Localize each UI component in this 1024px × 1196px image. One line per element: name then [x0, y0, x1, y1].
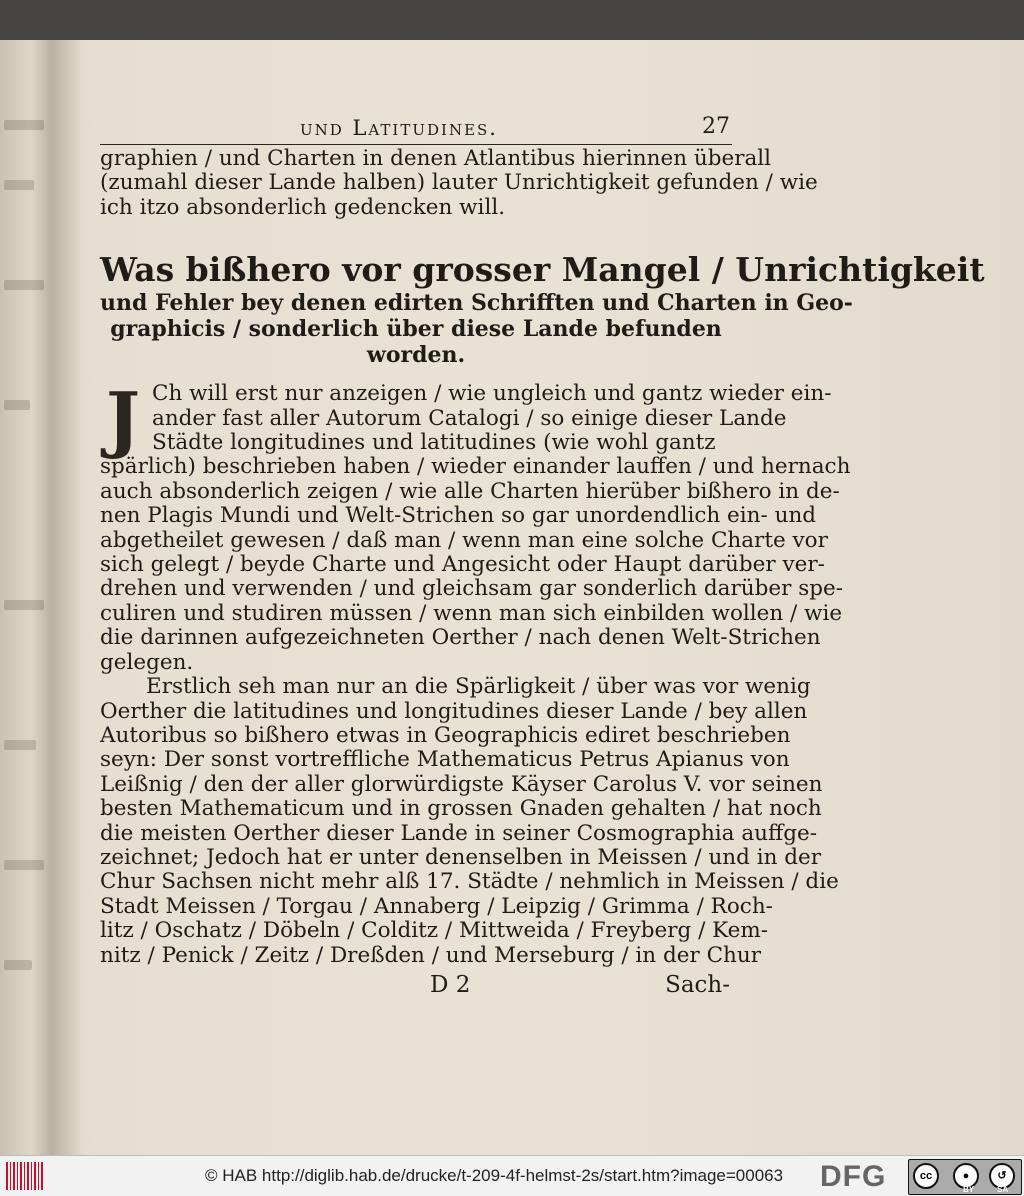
- cc-icon: cc: [913, 1163, 939, 1189]
- running-head-title: und Latitudines.: [300, 116, 498, 140]
- running-head: [100, 110, 732, 145]
- signature-mark: D 2: [430, 971, 471, 998]
- text-line: ich itzo absonderlich gedencken will.: [100, 194, 506, 220]
- text-line: zeichnet; Jedoch hat er unter denenselben in Meissen / und in der: [100, 844, 822, 870]
- text-line: auch absonderlich zeigen / wie alle Charten hierüber bißhero in de-: [100, 478, 840, 504]
- text-line: Ch will erst nur anzeigen / wie ungleich und gantz wieder ein-: [152, 381, 832, 407]
- catchword: Sach-: [665, 971, 730, 998]
- heading-line: und Fehler bey denen edirten Schrifften und Charten in Geo-: [100, 290, 853, 317]
- cc-license-badge[interactable]: [908, 1159, 1022, 1195]
- text-line: culiren und studiren müssen / wenn man sich einbilden wollen / wie: [100, 600, 843, 626]
- text-line: (zumahl dieser Lande halben) lauter Unrichtigkeit gefunden / wie: [100, 170, 818, 196]
- share-alike-icon: ↺: [989, 1163, 1015, 1189]
- license-sa-label: SA: [997, 1185, 1009, 1194]
- text-line: nitz / Penick / Zeitz / Dreßden / und Merseburg / in der Chur: [100, 942, 761, 968]
- section-heading: [100, 250, 985, 369]
- heading-line: Was bißhero vor grosser Mangel / Unrichtigkeit: [100, 250, 985, 290]
- bottom-info-bar: [0, 1155, 1024, 1196]
- text-line: sich gelegt / beyde Charte und Angesicht oder Haupt darüber ver-: [100, 552, 825, 578]
- page-footer: [100, 972, 732, 1002]
- barcode-icon: [6, 1162, 44, 1190]
- text-line: Autoribus so bißhero etwas in Geographicis ediret beschrieben: [100, 722, 791, 748]
- copyright-link[interactable]: © HAB http://diglib.hab.de/drucke/t-209-4f-helmst-2s/start.htm?image=00063: [205, 1166, 784, 1185]
- attribution-icon: ●: [953, 1163, 979, 1189]
- text-line: nen Plagis Mundi und Welt-Strichen so gar unordendlich ein- und: [100, 503, 817, 529]
- heading-line: graphicis / sonderlich über diese Lande befunden: [110, 316, 722, 343]
- heading-line: worden.: [366, 342, 466, 369]
- text-line: spärlich) beschrieben haben / wieder einander lauffen / und hernach: [100, 454, 851, 480]
- text-line: gelegen.: [100, 649, 194, 675]
- text-line: Oerther die latitudines und longitudines dieser Lande / bey allen: [100, 698, 808, 724]
- text-line: seyn: Der sonst vortreffliche Mathematicus Petrus Apianus von: [100, 747, 790, 773]
- text-line: Städte longitudines und latitudines (wie wohl gantz: [152, 430, 716, 456]
- text-line: drehen und verwenden / und gleichsam gar sonderlich darüber spe-: [100, 576, 844, 602]
- text-line: die meisten Oerther dieser Lande in seiner Cosmographia auffge-: [100, 820, 818, 846]
- text-line: besten Mathematicum und in grossen Gnaden gehalten / hat noch: [100, 796, 822, 822]
- page-number: 27: [702, 114, 730, 139]
- text-line: Stadt Meissen / Torgau / Annaberg / Leipzig / Grimma / Roch-: [100, 893, 773, 919]
- text-line: graphien / und Charten in denen Atlantibus hierinnen überall: [100, 146, 772, 171]
- text-line: Leißnig / den der aller glorwürdigste Käyser Carolus V. vor seinen: [100, 771, 823, 797]
- text-line: litz / Oschatz / Döbeln / Colditz / Mittweida / Freyberg / Kem-: [100, 918, 769, 944]
- page-text: [100, 110, 985, 1002]
- paragraph-1: [100, 376, 851, 675]
- intro-text: [100, 146, 818, 220]
- text-line: die darinnen aufgezeichneten Oerther / nach denen Welt-Strichen: [100, 625, 821, 651]
- facing-page-edge: [0, 40, 53, 1155]
- decorated-initial: J: [105, 376, 141, 462]
- license-by-label: BY: [963, 1185, 975, 1194]
- text-line: abgetheilet gewesen / daß man / wenn man eine solche Charte vor: [100, 527, 828, 553]
- text-line: Chur Sachsen nicht mehr alß 17. Städte / nehmlich in Meissen / die: [100, 869, 839, 895]
- text-line: ander fast aller Autorum Catalogi / so einige dieser Lande: [152, 405, 787, 431]
- paragraph-2: [100, 674, 839, 968]
- dfg-logo[interactable]: DFG: [820, 1160, 887, 1193]
- text-line: Erstlich seh man nur an die Spärligkeit / über was vor wenig: [146, 674, 811, 700]
